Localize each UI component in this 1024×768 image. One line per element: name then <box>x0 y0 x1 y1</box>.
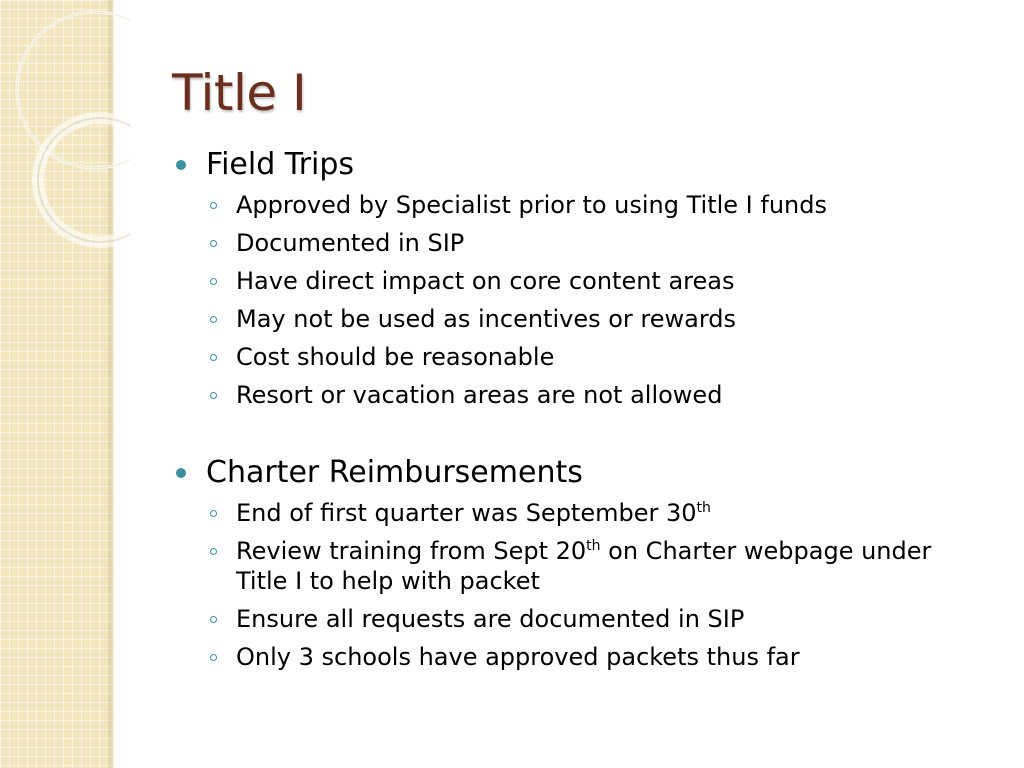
section-heading-text: Field Trips <box>206 147 355 182</box>
section-heading-text: Charter Reimbursements <box>206 455 583 490</box>
list-item-text: Only 3 schools have approved packets thus far <box>236 643 800 671</box>
sub-bullet-icon <box>210 354 217 361</box>
list-item-text: May not be used as incentives or rewards <box>236 305 737 333</box>
list-item <box>170 228 990 258</box>
bullet-icon <box>176 468 186 478</box>
list-item-text: Documented in SIP <box>236 229 465 257</box>
sub-bullet-icon <box>210 278 217 285</box>
list-item-text: Review training from Sept 20 <box>236 537 587 565</box>
sub-bullet-icon <box>210 202 217 209</box>
list-item-text: Resort or vacation areas are not allowed <box>236 381 723 409</box>
list-item <box>170 642 990 672</box>
list-item <box>170 190 990 220</box>
section-spacer <box>170 418 990 454</box>
ordinal-suffix: th <box>586 538 601 554</box>
list-item <box>170 266 990 296</box>
list-item <box>170 342 990 372</box>
sub-bullet-icon <box>210 616 217 623</box>
sub-bullet-icon <box>210 548 217 555</box>
sub-bullet-icon <box>210 510 217 517</box>
list-item-text: End of first quarter was September 30 <box>236 499 697 527</box>
sub-bullet-icon <box>210 654 217 661</box>
section-heading-field-trips <box>170 146 990 184</box>
ordinal-suffix: th <box>696 500 711 516</box>
list-item <box>170 498 990 528</box>
decorative-rings <box>0 0 130 260</box>
list-item-text: Cost should be reasonable <box>236 343 555 371</box>
section-heading-charter-reimbursements <box>170 454 990 492</box>
list-item-text: Have direct impact on core content areas <box>236 267 735 295</box>
list-item-text-continued: on Charter webpage under Title I to help with packet <box>236 537 932 595</box>
sub-bullet-icon <box>210 392 217 399</box>
slide-title: Title I <box>172 64 307 122</box>
list-item <box>170 536 990 596</box>
list-item-text: Ensure all requests are documented in SIP <box>236 605 745 633</box>
bullet-icon <box>176 160 186 170</box>
list-item <box>170 304 990 334</box>
list-item <box>170 604 990 634</box>
sub-bullet-icon <box>210 316 217 323</box>
list-item <box>170 380 990 410</box>
sub-bullet-icon <box>210 240 217 247</box>
list-item-text: Approved by Specialist prior to using Title I funds <box>236 191 827 219</box>
slide-body <box>170 146 990 680</box>
